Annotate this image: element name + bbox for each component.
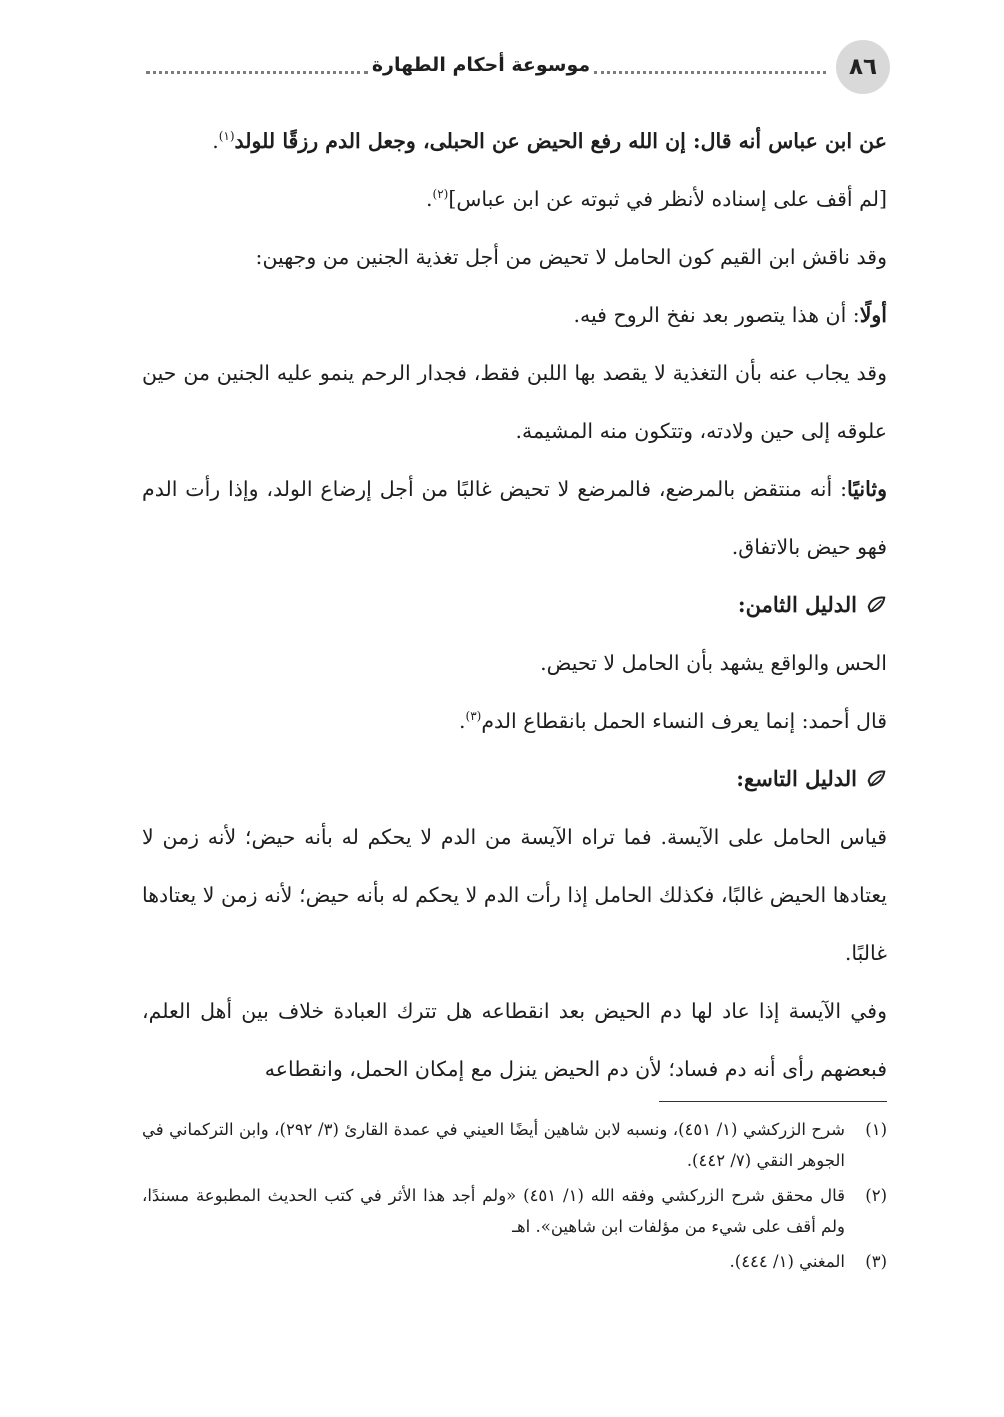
quote-ibn-abbas: عن ابن عباس أنه قال: إن الله رفع الحيض عن الحبلى، وجعل الدم رزقًا للولد (234, 129, 887, 153)
main-text (142, 112, 887, 1098)
footnotes (142, 1114, 887, 1281)
section-heading-eighth (142, 576, 887, 634)
paragraph-1 (142, 112, 887, 170)
footnote-text: قال محقق شرح الزركشي وفقه الله (١/ ٤٥١) «ولم أجد هذا الأثر في كتب الحديث المطبوعة مسندًا، ولم أقف على شيء من مؤلفات ابن شاهين». اهـ (142, 1186, 845, 1236)
paragraph-2 (142, 170, 887, 228)
heading-text: الدليل الثامن: (737, 592, 857, 617)
footnote-ref-2[interactable]: (٢) (432, 187, 449, 202)
punctuation: . (425, 187, 433, 211)
header-dotted-rule-left (146, 71, 368, 74)
paragraph-9: قياس الحامل على الآيسة. فما تراه الآيسة من الدم لا يحكم له بأنه حيض؛ لأنه زمن لا يعتادها الحيض غالبًا، فكذلك الحامل إذا رأت الدم لا يحكم له بأنه حيض؛ لأنه زمن لا يعتادها غالبًا. (142, 825, 887, 965)
paragraph-7: الحس والواقع يشهد بأن الحامل لا تحيض. (540, 651, 887, 675)
footnote-number: (١) (865, 1120, 887, 1139)
point-label-second: وثانيًا (847, 477, 887, 501)
footnote-1 (142, 1114, 887, 1176)
footnote-number: (٢) (865, 1186, 887, 1205)
punctuation: . (212, 129, 219, 153)
footnote-ref-3[interactable]: (٣) (465, 709, 482, 724)
paragraph-5: وقد يجاب عنه بأن التغذية لا يقصد بها اللبن فقط، فجدار الرحم ينمو عليه الجنين من حين علوقه إلى حين ولادته، وتتكون منه المشيمة. (142, 361, 887, 443)
leaf-ornament-icon (865, 594, 887, 616)
paragraph-6 (142, 460, 887, 576)
author-comment: [لم أقف على إسناده لأنظر في ثبوته عن ابن عباس] (448, 187, 887, 211)
punctuation: . (458, 709, 466, 733)
footnote-text: شرح الزركشي (١/ ٤٥١)، ونسبه لابن شاهين أيضًا العيني في عمدة القارئ (٣/ ٢٩٢)، وابن التركماني في الجوهر النقي (٧/ ٤٤٢). (142, 1120, 845, 1170)
page-number: ٨٦ (836, 40, 890, 94)
paragraph-10: وفي الآيسة إذا عاد لها دم الحيض بعد انقطاعه هل تترك العبادة خلاف بين أهل العلم، فبعضهم رأى أنه دم فساد؛ لأن دم الحيض ينزل مع إمكان الحمل، وانقطاعه (142, 999, 887, 1081)
paragraph-8 (142, 692, 887, 750)
section-heading-ninth (142, 750, 887, 808)
heading-text: الدليل التاسع: (736, 766, 857, 791)
footnote-3 (142, 1246, 887, 1277)
point-label-first: أولًا (859, 303, 887, 327)
footnote-2 (142, 1180, 887, 1242)
footnote-ref-1[interactable]: (١) (218, 129, 235, 144)
quote-ahmad: قال أحمد: إنما يعرف النساء الحمل بانقطاع الدم (481, 709, 887, 733)
footnote-separator (659, 1101, 887, 1102)
point-text-first: : أن هذا يتصور بعد نفخ الروح فيه. (573, 303, 860, 327)
footnote-text: المغني (١/ ٤٤٤). (729, 1252, 845, 1271)
point-text-second: : أنه منتقض بالمرضع، فالمرضع لا تحيض غالبًا من أجل إرضاع الولد، وإذا رأت الدم فهو حيض بالاتفاق. (142, 477, 887, 559)
leaf-ornament-icon (865, 768, 887, 790)
footnote-number: (٣) (865, 1252, 887, 1271)
paragraph-4 (142, 286, 887, 344)
running-title: موسوعة أحكام الطهارة (371, 54, 591, 76)
header-dotted-rule-right (594, 71, 826, 74)
paragraph-3: وقد ناقش ابن القيم كون الحامل لا تحيض من أجل تغذية الجنين من وجهين: (255, 245, 887, 269)
